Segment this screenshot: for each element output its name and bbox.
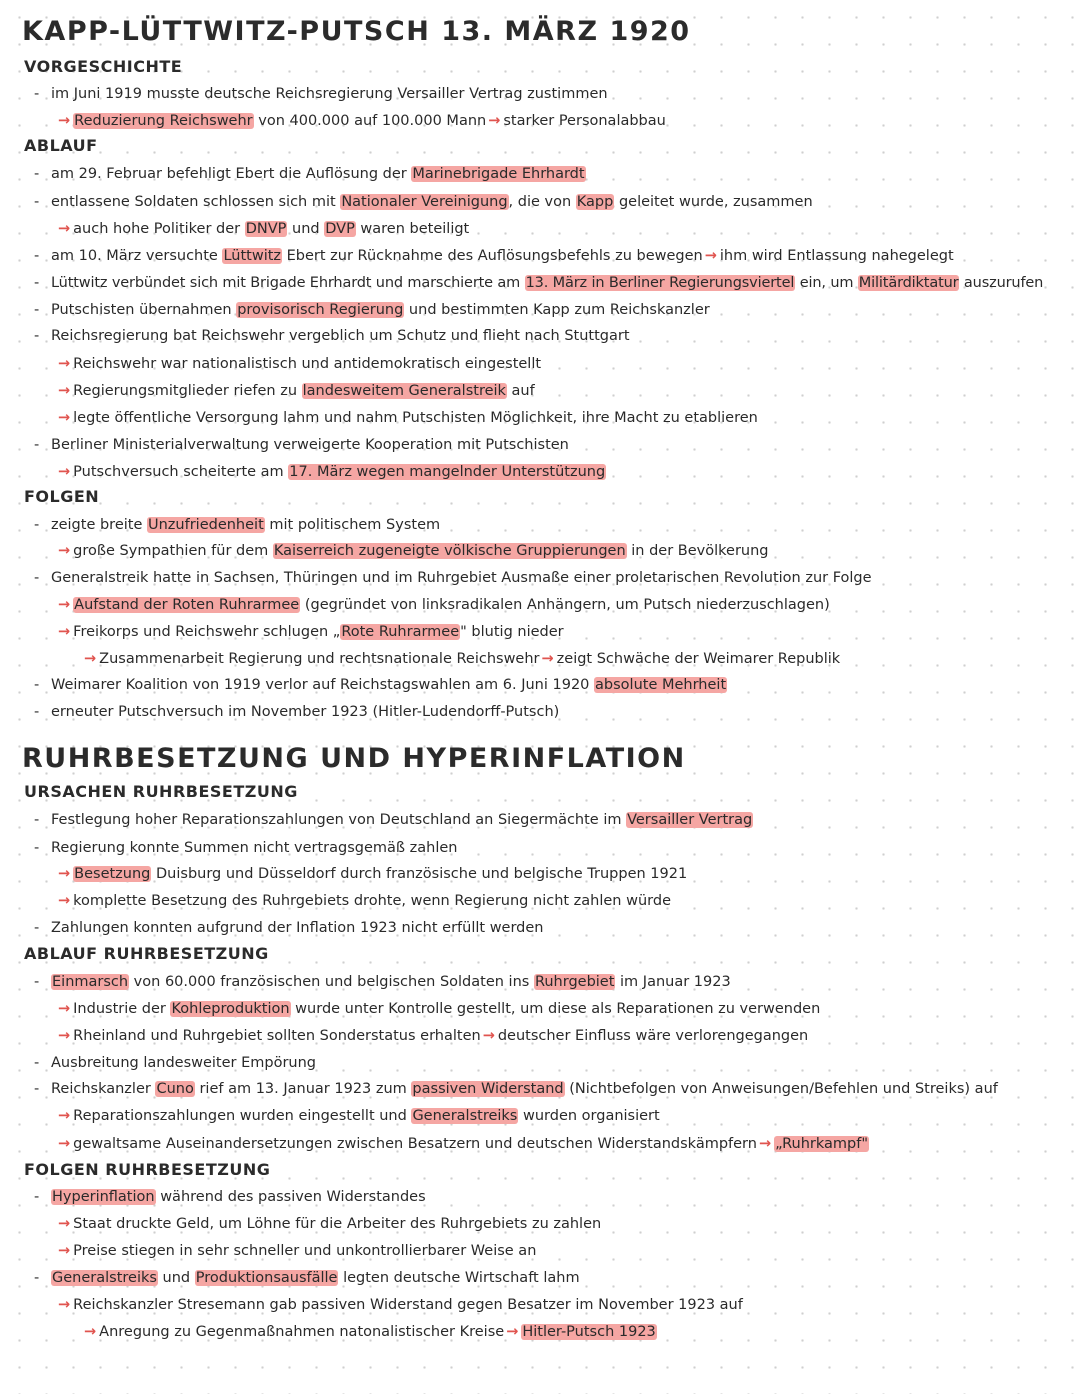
highlight: absolute Mehrheit bbox=[595, 677, 727, 693]
bullet-line: - zeigte breite Unzufriedenheit mit politischem System bbox=[34, 517, 441, 533]
arrow-icon: → bbox=[704, 248, 717, 264]
highlight: „Ruhrkampf" bbox=[775, 1136, 869, 1152]
arrow-icon: → bbox=[58, 1243, 71, 1259]
highlight: Kapp bbox=[576, 194, 614, 210]
bullet-line: - Ausbreitung landesweiter Empörung bbox=[34, 1055, 317, 1071]
bullet-line: - Lüttwitz verbündet sich mit Brigade Ehrhardt und marschierte am 13. März in Berliner Regierungsviertel ein, um Militärdiktatur auszurufen bbox=[34, 275, 1044, 291]
bullet-line: - am 10. März versuchte Lüttwitz Ebert zur Rücknahme des Auflösungsbefehls zu bewegen → ihm wird Entlassung nahegelegt bbox=[34, 248, 954, 264]
dash-glyph: - bbox=[34, 302, 40, 318]
arrow-line: → Freikorps und Reichswehr schlugen „Rote Ruhrarmee" blutig nieder bbox=[58, 624, 564, 640]
dash-glyph: - bbox=[34, 166, 40, 182]
bullet-line: - Zahlungen konnten aufgrund der Inflation 1923 nicht erfüllt werden bbox=[34, 920, 544, 936]
arrow-line: → Zusammenarbeit Regierung und rechtsnationale Reichswehr → zeigt Schwäche der Weimarer Republik bbox=[84, 651, 841, 667]
dash-glyph: - bbox=[34, 677, 40, 693]
highlight: Cuno bbox=[156, 1081, 194, 1097]
bullet-line: - entlassene Soldaten schlossen sich mit Nationaler Vereinigung, die von Kapp geleitet wurde, zusammen bbox=[34, 194, 813, 210]
highlight: Hyperinflation bbox=[52, 1189, 155, 1205]
arrow-icon: → bbox=[58, 1108, 71, 1124]
highlight: Kohleproduktion bbox=[171, 1001, 290, 1017]
bullet-line: - Reichsregierung bat Reichswehr vergeblich um Schutz und flieht nach Stuttgart bbox=[34, 328, 630, 344]
arrow-line: → Reichskanzler Stresemann gab passiven Widerstand gegen Besatzer im November 1923 auf bbox=[58, 1297, 743, 1313]
arrow-icon: → bbox=[58, 1216, 71, 1232]
arrow-icon: → bbox=[58, 1001, 71, 1017]
arrow-icon: → bbox=[482, 1028, 495, 1044]
dash-glyph: - bbox=[34, 974, 40, 990]
arrow-line: → Staat druckte Geld, um Löhne für die Arbeiter des Ruhrgebiets zu zahlen bbox=[58, 1216, 602, 1232]
highlight: Einmarsch bbox=[52, 974, 129, 990]
bullet-line: - Berliner Ministerialverwaltung verweigerte Kooperation mit Putschisten bbox=[34, 437, 569, 453]
bullet-line: - im Juni 1919 musste deutsche Reichsregierung Versailler Vertrag zustimmen bbox=[34, 86, 608, 102]
arrow-icon: → bbox=[58, 866, 71, 882]
arrow-icon: → bbox=[506, 1324, 519, 1340]
highlight: Kaiserreich zugeneigte völkische Gruppierungen bbox=[273, 543, 626, 559]
arrow-icon: → bbox=[58, 1136, 71, 1152]
arrow-icon: → bbox=[58, 543, 71, 559]
arrow-icon: → bbox=[58, 624, 71, 640]
arrow-line: → legte öffentliche Versorgung lahm und nahm Putschisten Möglichkeit, ihre Macht zu etablieren bbox=[58, 410, 758, 426]
bullet-line: - Generalstreiks und Produktionsausfälle legten deutsche Wirtschaft lahm bbox=[34, 1270, 580, 1286]
arrow-line: → Preise stiegen in sehr schneller und unkontrollierbarer Weise an bbox=[58, 1243, 537, 1259]
arrow-line: → Regierungsmitglieder riefen zu landesweitem Generalstreik auf bbox=[58, 383, 535, 399]
dash-glyph: - bbox=[34, 840, 40, 856]
arrow-icon: → bbox=[58, 113, 71, 129]
highlight: Versailler Vertrag bbox=[627, 812, 753, 828]
highlight: Reduzierung Reichswehr bbox=[74, 113, 253, 129]
highlight: Unzufriedenheit bbox=[148, 517, 264, 533]
highlight: Hitler-Putsch 1923 bbox=[522, 1324, 656, 1340]
bullet-line: - Einmarsch von 60.000 französischen und belgischen Soldaten ins Ruhrgebiet im Januar 1923 bbox=[34, 974, 731, 990]
highlight: Produktionsausfälle bbox=[195, 1270, 338, 1286]
dash-glyph: - bbox=[34, 86, 40, 102]
dash-glyph: - bbox=[34, 570, 40, 586]
arrow-icon: → bbox=[758, 1136, 772, 1152]
bullet-line: - erneuter Putschversuch im November 1923 (Hitler-Ludendorff-Putsch) bbox=[34, 704, 560, 720]
arrow-icon: → bbox=[541, 651, 554, 667]
arrow-line: → Industrie der Kohleproduktion wurde unter Kontrolle gestellt, um diese als Reparationen zu verwenden bbox=[58, 1001, 821, 1017]
dash-glyph: - bbox=[34, 1081, 40, 1097]
arrow-icon: → bbox=[488, 113, 501, 129]
arrow-icon: → bbox=[84, 1324, 97, 1340]
arrow-icon: → bbox=[58, 221, 71, 237]
highlight: provisorisch Regierung bbox=[237, 302, 404, 318]
highlight: Besetzung bbox=[74, 866, 151, 882]
bullet-line: - am 29. Februar befehligt Ebert die Auflösung der Marinebrigade Ehrhardt bbox=[34, 166, 585, 182]
arrow-line: → komplette Besetzung des Ruhrgebiets drohte, wenn Regierung nicht zahlen würde bbox=[58, 893, 671, 909]
highlight: DVP bbox=[325, 221, 355, 237]
arrow-icon: → bbox=[58, 1028, 71, 1044]
highlight: Lüttwitz bbox=[223, 248, 282, 264]
highlight: 17. März wegen mangelnder Unterstützung bbox=[289, 464, 606, 480]
dash-glyph: - bbox=[34, 812, 40, 828]
dash-glyph: - bbox=[34, 1270, 40, 1286]
highlight: Militärdiktatur bbox=[858, 275, 959, 291]
arrow-line: → Anregung zu Gegenmaßnahmen natonalistischer Kreise → Hitler-Putsch 1923 bbox=[84, 1324, 656, 1340]
dash-glyph: - bbox=[34, 1055, 40, 1071]
highlight: Ruhrgebiet bbox=[534, 974, 615, 990]
dash-glyph: - bbox=[34, 328, 40, 344]
highlight: 13. März in Berliner Regierungsviertel bbox=[525, 275, 795, 291]
subheading-folgen: FOLGEN bbox=[24, 487, 100, 506]
arrow-line: → Reduzierung Reichswehr von 400.000 auf 100.000 Mann → starker Personalabbau bbox=[58, 113, 666, 129]
subheading-ablauf-ruhr: ABLAUF RUHRBESETZUNG bbox=[24, 944, 269, 963]
arrow-line: → Aufstand der Roten Ruhrarmee (gegründet von linksradikalen Anhängern, um Putsch niederzuschlagen) bbox=[58, 597, 830, 613]
arrow-icon: → bbox=[58, 356, 71, 372]
section-title-ruhrbesetzung: RUHRBESETZUNG UND HYPERINFLATION bbox=[22, 743, 686, 774]
arrow-icon: → bbox=[58, 597, 71, 613]
dash-glyph: - bbox=[34, 517, 40, 533]
bullet-line: - Reichskanzler Cuno rief am 13. Januar 1923 zum passiven Widerstand (Nichtbefolgen von Anweisungen/Befehlen und Streiks) auf bbox=[34, 1081, 998, 1097]
subheading-ursachen: URSACHEN RUHRBESETZUNG bbox=[24, 782, 298, 801]
bullet-line: - Hyperinflation während des passiven Widerstandes bbox=[34, 1189, 426, 1205]
highlight: Generalstreiks bbox=[412, 1108, 518, 1124]
dash-glyph: - bbox=[34, 1189, 40, 1205]
dash-glyph: - bbox=[34, 437, 40, 453]
arrow-icon: → bbox=[58, 383, 71, 399]
arrow-line: → auch hohe Politiker der DNVP und DVP waren beteiligt bbox=[58, 221, 470, 237]
bullet-line: - Generalstreik hatte in Sachsen, Thüringen und im Ruhrgebiet Ausmaße einer proletarischen Revolution zur Folge bbox=[34, 570, 872, 586]
dash-glyph: - bbox=[34, 920, 40, 936]
arrow-icon: → bbox=[84, 651, 97, 667]
dash-glyph: - bbox=[34, 248, 40, 264]
arrow-line: → gewaltsame Auseinandersetzungen zwischen Besatzern und deutschen Widerstandskämpfern → „Ruhrkampf" bbox=[58, 1136, 869, 1152]
arrow-icon: → bbox=[58, 893, 71, 909]
section-title-kapp-putsch: KAPP-LÜTTWITZ-PUTSCH 13. MÄRZ 1920 bbox=[22, 16, 691, 47]
highlight: Rote Ruhrarmee bbox=[341, 624, 460, 640]
highlight: DNVP bbox=[245, 221, 287, 237]
dash-glyph: - bbox=[34, 704, 40, 720]
subheading-folgen-ruhr: FOLGEN RUHRBESETZUNG bbox=[24, 1160, 271, 1179]
highlight: Nationaler Vereinigung bbox=[341, 194, 508, 210]
arrow-icon: → bbox=[58, 464, 71, 480]
dash-glyph: - bbox=[34, 275, 40, 291]
bullet-line: - Weimarer Koalition von 1919 verlor auf Reichstagswahlen am 6. Juni 1920 absolute Mehrheit bbox=[34, 677, 727, 693]
arrow-line: → große Sympathien für dem Kaiserreich zugeneigte völkische Gruppierungen in der Bevölkerung bbox=[58, 543, 769, 559]
highlight: Aufstand der Roten Ruhrarmee bbox=[74, 597, 300, 613]
dash-glyph: - bbox=[34, 194, 40, 210]
highlight: passiven Widerstand bbox=[412, 1081, 564, 1097]
subheading-ablauf: ABLAUF bbox=[24, 136, 98, 155]
bullet-line: - Festlegung hoher Reparationszahlungen von Deutschland an Siegermächte im Versailler Vertrag bbox=[34, 812, 753, 828]
arrow-line: → Putschversuch scheiterte am 17. März wegen mangelnder Unterstützung bbox=[58, 464, 606, 480]
arrow-icon: → bbox=[58, 1297, 71, 1313]
arrow-line: → Reichswehr war nationalistisch und antidemokratisch eingestellt bbox=[58, 356, 542, 372]
highlight: Generalstreiks bbox=[52, 1270, 157, 1286]
highlight: landesweitem Generalstreik bbox=[302, 383, 506, 399]
arrow-line: → Reparationszahlungen wurden eingestellt und Generalstreiks wurden organisiert bbox=[58, 1108, 660, 1124]
arrow-line: → Besetzung Duisburg und Düsseldorf durch französische und belgische Truppen 1921 bbox=[58, 866, 688, 882]
subheading-vorgeschichte: VORGESCHICHTE bbox=[24, 57, 183, 76]
bullet-line: - Putschisten übernahmen provisorisch Regierung und bestimmten Kapp zum Reichskanzler bbox=[34, 302, 710, 318]
highlight: Marinebrigade Ehrhardt bbox=[412, 166, 585, 182]
bullet-line: - Regierung konnte Summen nicht vertragsgemäß zahlen bbox=[34, 840, 458, 856]
arrow-icon: → bbox=[58, 410, 71, 426]
arrow-line: → Rheinland und Ruhrgebiet sollten Sonderstatus erhalten → deutscher Einfluss wäre verlorengegangen bbox=[58, 1028, 809, 1044]
